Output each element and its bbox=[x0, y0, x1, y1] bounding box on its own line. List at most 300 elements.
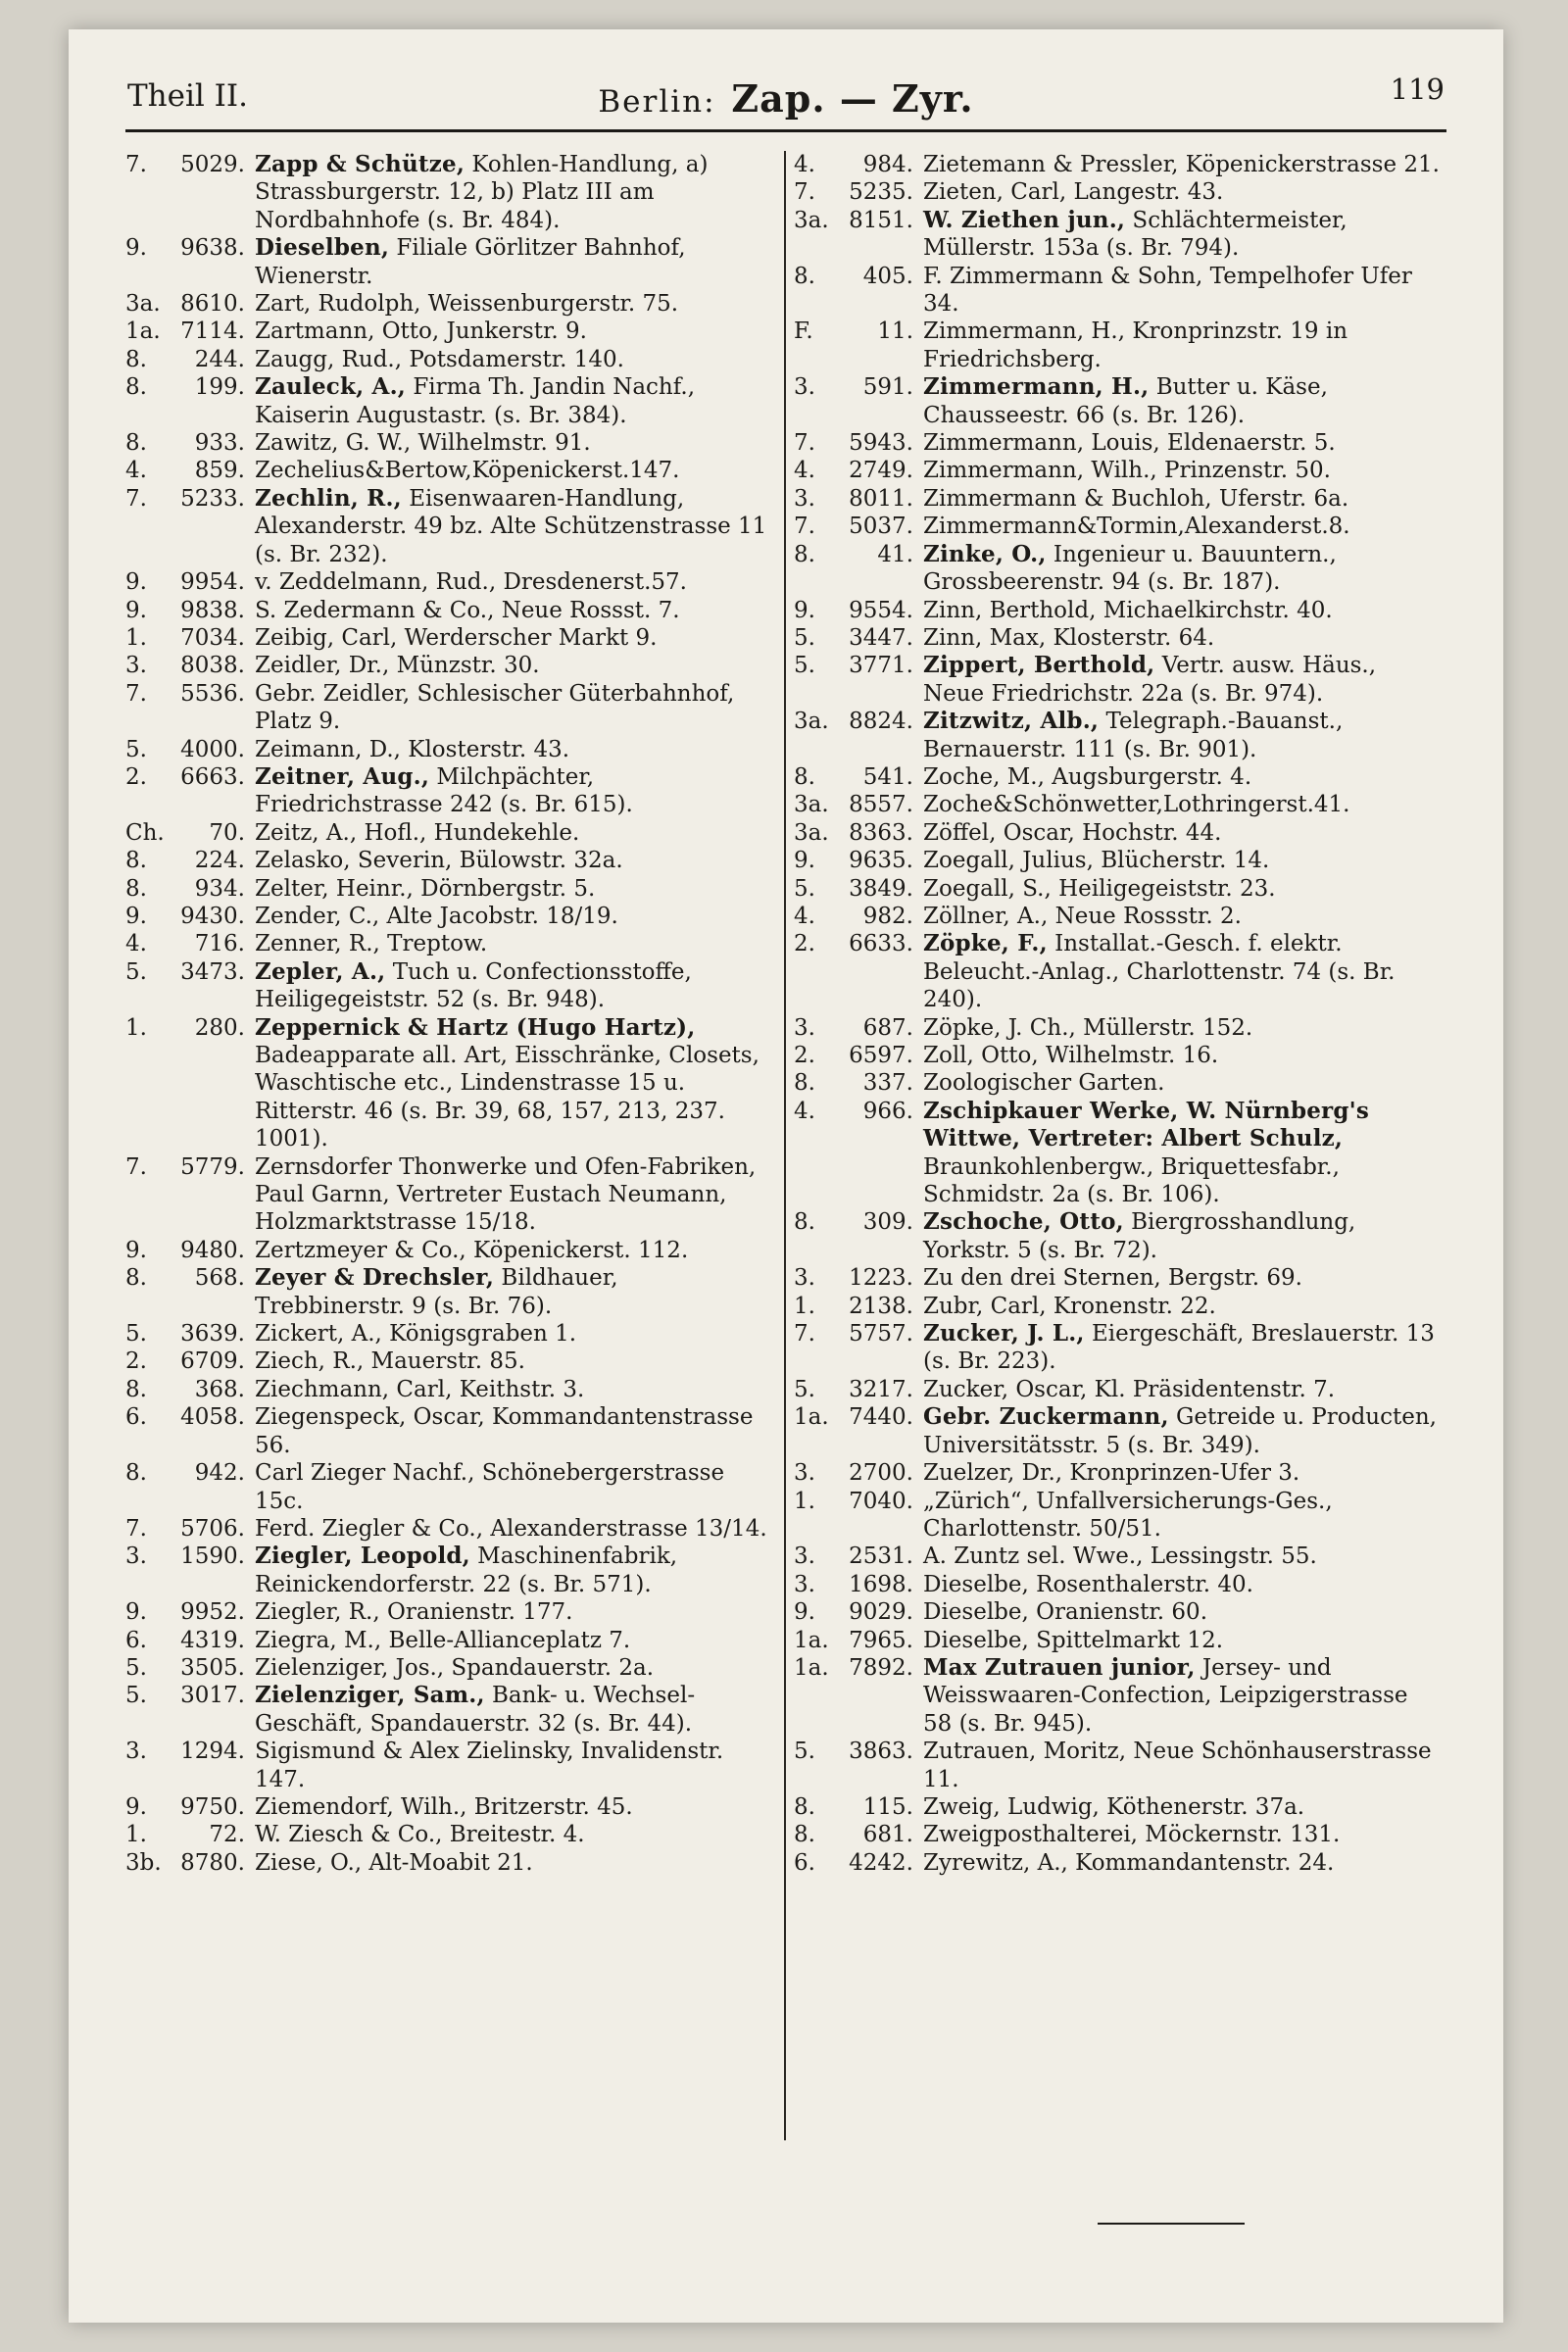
district-code: 2. bbox=[794, 1043, 815, 1068]
entry-text bbox=[923, 429, 1446, 457]
entry-details: Eisenwaaren-Handlung, Alexanderstr. 49 bz. Alte Schützenstrasse 11 (s. Br. 232). bbox=[255, 485, 767, 567]
district-code: 5. bbox=[794, 1376, 815, 1402]
district-code: 4. bbox=[794, 152, 815, 177]
directory-entry bbox=[125, 1320, 778, 1348]
entry-details: Zucker, Oscar, Kl. Präsidentenstr. 7. bbox=[923, 1376, 1336, 1402]
directory-entry bbox=[125, 151, 778, 234]
phone-number: 5779. bbox=[180, 1153, 245, 1180]
district-code: 5. bbox=[125, 736, 147, 762]
district-code: 7. bbox=[794, 1321, 815, 1348]
district-code: 3. bbox=[794, 1571, 815, 1597]
entry-name-bold: Gebr. Zuckermann, bbox=[923, 1403, 1169, 1431]
entry-details: Maschinenfabrik, Reinickendorferstr. 22 (s. Br. 571). bbox=[255, 1544, 678, 1597]
directory-entry bbox=[794, 485, 1446, 513]
entry-name-bold: Zschipkauer Werke, W. Nürnberg's Wittwe, Vertreter: Albert Schulz, bbox=[923, 1097, 1370, 1152]
entry-details: Jersey- und Weisswaaren-Confection, Leipzigerstrasse 58 (s. Br. 945). bbox=[923, 1654, 1408, 1737]
entry-text bbox=[923, 1627, 1446, 1654]
directory-entry bbox=[794, 373, 1446, 429]
entry-text bbox=[255, 1376, 778, 1403]
phone-number: 9480. bbox=[180, 1237, 245, 1263]
phone-number: 5757. bbox=[849, 1321, 913, 1348]
section-label: Theil II. bbox=[127, 78, 249, 114]
entry-name-bold: W. Ziethen jun., bbox=[923, 206, 1126, 233]
entry-details: Telegraph.-Bauanst., Bernauerstr. 111 (s. Br. 901). bbox=[923, 709, 1344, 762]
entry-details: Zimmermann, Wilh., Prinzenstr. 50. bbox=[923, 458, 1331, 484]
directory-entry bbox=[794, 875, 1446, 903]
phone-number: 9750. bbox=[180, 1793, 245, 1820]
directory-entry bbox=[125, 1821, 778, 1848]
directory-entry bbox=[794, 791, 1446, 818]
district-code: 9. bbox=[125, 1793, 147, 1820]
directory-entry bbox=[125, 1264, 778, 1320]
entry-text bbox=[923, 1571, 1446, 1598]
entry-details: Zoegall, Julius, Blücherstr. 14. bbox=[923, 848, 1270, 874]
phone-number: 8363. bbox=[849, 819, 913, 846]
entry-text bbox=[255, 1515, 778, 1543]
district-code: 4. bbox=[794, 1098, 815, 1124]
directory-entry bbox=[794, 151, 1446, 178]
entry-text bbox=[923, 373, 1446, 429]
phone-number: 8151. bbox=[849, 207, 913, 233]
phone-number: 6633. bbox=[849, 931, 913, 957]
entry-details: Getreide u. Producten, Universitätsstr. 5 (s. Br. 349). bbox=[923, 1404, 1437, 1458]
directory-entry bbox=[794, 1793, 1446, 1821]
district-code: 5. bbox=[794, 875, 815, 902]
phone-number: 115. bbox=[862, 1793, 913, 1820]
entry-text bbox=[255, 680, 778, 736]
entry-text bbox=[255, 652, 778, 679]
district-code: 9. bbox=[794, 1599, 815, 1626]
phone-number: 5536. bbox=[180, 680, 245, 707]
district-code: 3a. bbox=[794, 207, 829, 233]
phone-number: 41. bbox=[877, 541, 913, 567]
directory-entry bbox=[794, 1543, 1446, 1570]
entry-details: Zietemann & Pressler, Köpenickerstrasse 21. bbox=[923, 152, 1440, 177]
district-code: 5. bbox=[125, 1654, 147, 1681]
directory-entry bbox=[794, 847, 1446, 874]
directory-entry bbox=[125, 1654, 778, 1682]
phone-number: 8557. bbox=[849, 792, 913, 818]
entry-details: Zimmermann, H., Kronprinzstr. 19 in Friedrichsberg. bbox=[923, 318, 1348, 372]
directory-entry bbox=[794, 1821, 1446, 1848]
district-code: 8. bbox=[794, 1822, 815, 1848]
directory-entry bbox=[794, 513, 1446, 540]
directory-entry bbox=[794, 541, 1446, 597]
directory-entry bbox=[125, 1237, 778, 1264]
district-code: 3. bbox=[794, 1014, 815, 1041]
entry-details: W. Ziesch & Co., Breitestr. 4. bbox=[255, 1822, 585, 1848]
district-code: 7. bbox=[125, 1153, 147, 1180]
entry-details: Zender, C., Alte Jacobstr. 18/19. bbox=[255, 903, 618, 929]
district-code: 3a. bbox=[125, 291, 161, 318]
phone-number: 1590. bbox=[180, 1544, 245, 1570]
directory-entry bbox=[125, 346, 778, 373]
entry-text bbox=[923, 1320, 1446, 1376]
left-column bbox=[125, 151, 778, 1877]
district-code: Ch. bbox=[125, 819, 165, 846]
entry-text bbox=[255, 457, 778, 484]
district-code: 6. bbox=[125, 1627, 147, 1653]
phone-number: 3505. bbox=[180, 1654, 245, 1681]
phone-number: 3849. bbox=[849, 875, 913, 902]
phone-number: 716. bbox=[194, 931, 245, 957]
directory-entry bbox=[125, 652, 778, 679]
district-code: 1. bbox=[794, 1293, 815, 1319]
entry-details: Zinn, Max, Klosterstr. 64. bbox=[923, 624, 1215, 651]
directory-entry bbox=[125, 1738, 778, 1793]
directory-entry bbox=[125, 318, 778, 345]
directory-entry bbox=[794, 318, 1446, 373]
district-code: 3. bbox=[794, 1265, 815, 1292]
phone-number: 966. bbox=[862, 1098, 913, 1124]
district-code: 3. bbox=[125, 653, 147, 679]
entry-name-bold: Zippert, Berthold, bbox=[923, 652, 1155, 679]
entry-name-bold: Zitzwitz, Alb., bbox=[923, 708, 1100, 735]
entry-text bbox=[255, 597, 778, 624]
entry-text bbox=[255, 763, 778, 819]
entry-name-bold: Zinke, O., bbox=[923, 540, 1047, 567]
phone-number: 9554. bbox=[849, 597, 913, 623]
phone-number: 9029. bbox=[849, 1599, 913, 1626]
district-code: 3. bbox=[794, 485, 815, 512]
directory-entry bbox=[125, 875, 778, 903]
district-code: 5. bbox=[794, 1739, 815, 1765]
entry-text bbox=[255, 234, 778, 290]
directory-entry bbox=[125, 624, 778, 652]
entry-details: Zoegall, S., Heiligegeiststr. 23. bbox=[923, 875, 1276, 902]
entry-details: Ziegra, M., Belle-Allianceplatz 7. bbox=[255, 1627, 631, 1653]
entry-text bbox=[255, 847, 778, 874]
directory-entry bbox=[794, 1376, 1446, 1403]
district-code: 1a. bbox=[125, 318, 161, 345]
entry-details: Zawitz, G. W., Wilhelmstr. 91. bbox=[255, 430, 591, 457]
entry-text bbox=[923, 1849, 1446, 1877]
phone-number: 7965. bbox=[849, 1627, 913, 1653]
district-code: 7. bbox=[125, 1515, 147, 1542]
entry-text bbox=[923, 1403, 1446, 1459]
entry-text bbox=[255, 151, 778, 234]
directory-entry bbox=[794, 263, 1446, 318]
phone-number: 3217. bbox=[849, 1376, 913, 1402]
entry-details: Bildhauer, Trebbinerstr. 9 (s. Br. 76). bbox=[255, 1265, 618, 1319]
directory-entry bbox=[794, 178, 1446, 206]
district-code: 7. bbox=[794, 179, 815, 206]
entry-text bbox=[923, 1488, 1446, 1544]
phone-number: 591. bbox=[862, 374, 913, 401]
entry-details: Zelter, Heinr., Dörnbergstr. 5. bbox=[255, 875, 596, 902]
directory-entry bbox=[794, 652, 1446, 708]
entry-text bbox=[255, 930, 778, 957]
entry-name-bold: Zepler, A., bbox=[255, 957, 386, 985]
entry-text bbox=[923, 513, 1446, 540]
entry-name-bold: Max Zutrauen junior, bbox=[923, 1653, 1196, 1681]
header-rule bbox=[125, 129, 1446, 132]
directory-entry bbox=[125, 736, 778, 763]
entry-text bbox=[255, 568, 778, 596]
district-code: 5. bbox=[794, 653, 815, 679]
entry-text bbox=[923, 1208, 1446, 1264]
directory-entry bbox=[125, 1376, 778, 1403]
entry-details: Badeapparate all. Art, Eisschränke, Closets, Waschtische etc., Lindenstrasse 15 u. Ritterstr. 46 (s. Br. 39, 68, 157, 213, 237. 1001). bbox=[255, 1043, 760, 1152]
phone-number: 309. bbox=[862, 1209, 913, 1236]
district-code: 8. bbox=[125, 430, 147, 457]
entry-details: Milchpächter, Friedrichstrasse 242 (s. Br. 615). bbox=[255, 763, 633, 818]
entry-name-bold: Zauleck, A., bbox=[255, 373, 407, 401]
entry-text bbox=[923, 1821, 1446, 1848]
entry-name-bold: Ziegler, Leopold, bbox=[255, 1543, 470, 1570]
phone-number: 9838. bbox=[180, 597, 245, 623]
entry-details: Zimmermann, Louis, Eldenaerstr. 5. bbox=[923, 430, 1336, 457]
entry-details: Zu den drei Sternen, Bergstr. 69. bbox=[923, 1265, 1302, 1292]
entry-details: Zöpke, J. Ch., Müllerstr. 152. bbox=[923, 1014, 1253, 1041]
directory-entry bbox=[794, 930, 1446, 1013]
district-code: 4. bbox=[794, 903, 815, 929]
phone-number: 687. bbox=[862, 1014, 913, 1041]
directory-entry bbox=[794, 1459, 1446, 1487]
phone-number: 3473. bbox=[180, 958, 245, 985]
phone-number: 2531. bbox=[849, 1544, 913, 1570]
phone-number: 681. bbox=[862, 1822, 913, 1848]
phone-number: 2749. bbox=[849, 458, 913, 484]
district-code: 7. bbox=[125, 152, 147, 177]
entry-text bbox=[255, 373, 778, 429]
phone-number: 6709. bbox=[180, 1348, 245, 1375]
phone-number: 405. bbox=[862, 263, 913, 289]
directory-entry bbox=[125, 485, 778, 568]
entry-details: Installat.-Gesch. f. elektr. Beleucht.-Anlag., Charlottenstr. 74 (s. Br. 240). bbox=[923, 931, 1396, 1013]
district-code: 8. bbox=[125, 374, 147, 401]
district-code: 9. bbox=[794, 848, 815, 874]
phone-number: 7040. bbox=[849, 1488, 913, 1514]
entry-text bbox=[923, 1293, 1446, 1320]
phone-number: 3863. bbox=[849, 1739, 913, 1765]
phone-number: 3771. bbox=[849, 653, 913, 679]
entry-text bbox=[923, 763, 1446, 791]
phone-number: 4319. bbox=[180, 1627, 245, 1653]
entry-details: Braunkohlenbergw., Briquettesfabr., Schmidstr. 2a (s. Br. 106). bbox=[923, 1153, 1340, 1208]
entry-details: Dieselbe, Oranienstr. 60. bbox=[923, 1599, 1208, 1626]
district-code: F. bbox=[794, 318, 813, 345]
phone-number: 5029. bbox=[180, 152, 245, 177]
entry-text bbox=[255, 429, 778, 457]
city-label: Berlin: bbox=[598, 84, 716, 120]
directory-entry bbox=[794, 1627, 1446, 1654]
entry-text bbox=[255, 1598, 778, 1626]
district-code: 8. bbox=[125, 1460, 147, 1487]
district-code: 5. bbox=[125, 1321, 147, 1348]
district-code: 1. bbox=[794, 1488, 815, 1514]
entry-text bbox=[255, 1153, 778, 1237]
directory-entry bbox=[125, 568, 778, 596]
directory-entry bbox=[125, 457, 778, 484]
directory-entry bbox=[125, 847, 778, 874]
phone-number: 859. bbox=[194, 458, 245, 484]
phone-number: 8038. bbox=[180, 653, 245, 679]
district-code: 2. bbox=[125, 763, 147, 790]
directory-entry bbox=[125, 290, 778, 318]
directory-entry bbox=[125, 1403, 778, 1459]
entry-details: S. Zedermann & Co., Neue Rossst. 7. bbox=[255, 597, 680, 623]
district-code: 4. bbox=[125, 458, 147, 484]
phone-number: 4242. bbox=[849, 1849, 913, 1876]
phone-number: 3017. bbox=[180, 1683, 245, 1709]
phone-number: 11. bbox=[877, 318, 913, 345]
directory-entry bbox=[794, 1598, 1446, 1626]
entry-text bbox=[923, 151, 1446, 178]
entry-details: Zubr, Carl, Kronenstr. 22. bbox=[923, 1293, 1216, 1319]
district-code: 1. bbox=[125, 1014, 147, 1041]
entry-details: Kohlen-Handlung, a) Strassburgerstr. 12, b) Platz III am Nordbahnhofe (s. Br. 484). bbox=[255, 152, 709, 233]
entry-details: Ingenieur u. Bauuntern., Grossbeerenstr. 94 (s. Br. 187). bbox=[923, 541, 1337, 596]
district-code: 7. bbox=[125, 485, 147, 512]
directory-entry bbox=[794, 1069, 1446, 1097]
phone-number: 8824. bbox=[849, 709, 913, 735]
entry-text bbox=[923, 597, 1446, 624]
district-code: 3. bbox=[794, 1460, 815, 1487]
entry-text bbox=[255, 1627, 778, 1654]
entry-text bbox=[255, 1543, 778, 1598]
entry-text bbox=[255, 903, 778, 930]
entry-details: Zuelzer, Dr., Kronprinzen-Ufer 3. bbox=[923, 1460, 1300, 1487]
district-code: 8. bbox=[794, 263, 815, 289]
district-code: 8. bbox=[794, 1209, 815, 1236]
phone-number: 541. bbox=[862, 763, 913, 790]
entry-details: Eiergeschäft, Breslauerstr. 13 (s. Br. 223). bbox=[923, 1321, 1435, 1375]
district-code: 1. bbox=[125, 624, 147, 651]
entry-details: Ziese, O., Alt-Moabit 21. bbox=[255, 1849, 533, 1876]
phone-number: 280. bbox=[194, 1014, 245, 1041]
entry-details: Zoche, M., Augsburgerstr. 4. bbox=[923, 763, 1252, 790]
directory-entry bbox=[794, 903, 1446, 930]
entry-text bbox=[923, 178, 1446, 206]
entry-text bbox=[255, 819, 778, 847]
phone-number: 5235. bbox=[849, 179, 913, 206]
directory-entry bbox=[794, 1320, 1446, 1376]
district-code: 8. bbox=[125, 848, 147, 874]
phone-number: 933. bbox=[194, 430, 245, 457]
entry-name-bold: Zeitner, Aug., bbox=[255, 762, 430, 790]
phone-number: 2138. bbox=[849, 1293, 913, 1319]
entry-text bbox=[923, 541, 1446, 597]
entry-text bbox=[923, 1598, 1446, 1626]
directory-entry bbox=[794, 1098, 1446, 1209]
phone-number: 337. bbox=[862, 1070, 913, 1097]
directory-entry bbox=[125, 958, 778, 1014]
entry-text bbox=[255, 958, 778, 1014]
district-code: 7. bbox=[125, 680, 147, 707]
directory-page bbox=[69, 29, 1503, 2323]
district-code: 6. bbox=[125, 1404, 147, 1431]
entry-name-bold: Zeyer & Drechsler, bbox=[255, 1264, 495, 1292]
directory-entry bbox=[794, 1042, 1446, 1069]
directory-entry bbox=[125, 819, 778, 847]
entry-text bbox=[255, 1654, 778, 1682]
phone-number: 1698. bbox=[849, 1571, 913, 1597]
entry-text bbox=[255, 1014, 778, 1153]
entry-details: Vertr. ausw. Häus., Neue Friedrichstr. 22a (s. Br. 974). bbox=[923, 653, 1377, 707]
entry-details: Zechelius&Bertow,Köpenickerst.147. bbox=[255, 458, 680, 484]
entry-name-bold: Zapp & Schütze, bbox=[255, 151, 466, 177]
entry-details: Ziechmann, Carl, Keithstr. 3. bbox=[255, 1376, 585, 1402]
entry-text bbox=[255, 624, 778, 652]
entry-name-bold: Zeppernick & Hartz (Hugo Hartz), bbox=[255, 1013, 696, 1041]
entry-text bbox=[923, 791, 1446, 818]
phone-number: 9430. bbox=[180, 903, 245, 929]
entry-details: Ziemendorf, Wilh., Britzerstr. 45. bbox=[255, 1793, 633, 1820]
phone-number: 1223. bbox=[849, 1265, 913, 1292]
directory-entry bbox=[125, 1598, 778, 1626]
directory-entry bbox=[125, 373, 778, 429]
entry-details: v. Zeddelmann, Rud., Dresdenerst.57. bbox=[255, 569, 687, 596]
phone-number: 568. bbox=[194, 1265, 245, 1292]
column-divider bbox=[784, 151, 786, 2140]
phone-number: 4000. bbox=[180, 736, 245, 762]
entry-details: Filiale Görlitzer Bahnhof, Wienerstr. bbox=[255, 235, 686, 289]
district-code: 8. bbox=[794, 1793, 815, 1820]
directory-entry bbox=[125, 1793, 778, 1821]
entry-details: Dieselbe, Spittelmarkt 12. bbox=[923, 1627, 1224, 1653]
phone-number: 8780. bbox=[180, 1849, 245, 1876]
entry-details: Zelasko, Severin, Bülowstr. 32a. bbox=[255, 848, 623, 874]
entry-details: Zeidler, Dr., Münzstr. 30. bbox=[255, 653, 540, 679]
entry-text bbox=[923, 485, 1446, 513]
phone-number: 982. bbox=[862, 903, 913, 929]
district-code: 1a. bbox=[794, 1654, 829, 1681]
phone-number: 368. bbox=[194, 1376, 245, 1402]
entry-details: Zartmann, Otto, Junkerstr. 9. bbox=[255, 318, 587, 345]
district-code: 8. bbox=[125, 346, 147, 372]
entry-details: Tuch u. Confectionsstoffe, Heiligegeiststr. 52 (s. Br. 948). bbox=[255, 958, 692, 1013]
directory-entry bbox=[794, 1264, 1446, 1292]
directory-entry bbox=[125, 763, 778, 819]
entry-name-bold: Dieselben, bbox=[255, 234, 390, 262]
phone-number: 5233. bbox=[180, 485, 245, 512]
entry-text bbox=[923, 1738, 1446, 1793]
district-code: 5. bbox=[794, 624, 815, 651]
end-rule bbox=[1098, 2223, 1245, 2225]
phone-number: 7892. bbox=[849, 1654, 913, 1681]
entry-text bbox=[255, 1738, 778, 1793]
directory-entry bbox=[125, 903, 778, 930]
entry-details: Zöllner, A., Neue Rossstr. 2. bbox=[923, 903, 1242, 929]
district-code: 6. bbox=[794, 1849, 815, 1876]
district-code: 2. bbox=[794, 931, 815, 957]
district-code: 1. bbox=[125, 1822, 147, 1848]
district-code: 3b. bbox=[125, 1849, 162, 1876]
district-code: 8. bbox=[125, 1376, 147, 1402]
entry-details: F. Zimmermann & Sohn, Tempelhofer Ufer 34. bbox=[923, 263, 1412, 318]
district-code: 2. bbox=[125, 1348, 147, 1375]
phone-number: 244. bbox=[194, 346, 245, 372]
phone-number: 3639. bbox=[180, 1321, 245, 1348]
district-code: 4. bbox=[794, 458, 815, 484]
phone-number: 72. bbox=[209, 1822, 245, 1848]
directory-entry bbox=[125, 1014, 778, 1153]
entry-details: Butter u. Käse, Chausseestr. 66 (s. Br. 126). bbox=[923, 374, 1328, 428]
entry-details: Zaugg, Rud., Potsdamerstr. 140. bbox=[255, 346, 624, 372]
phone-number: 7034. bbox=[180, 624, 245, 651]
right-column bbox=[794, 151, 1446, 1877]
directory-entry bbox=[794, 708, 1446, 763]
entry-details: Bank- u. Wechsel-Geschäft, Spandauerstr. 32 (s. Br. 44). bbox=[255, 1683, 696, 1737]
directory-entry bbox=[794, 1571, 1446, 1598]
phone-number: 7114. bbox=[180, 318, 245, 345]
entry-text bbox=[255, 346, 778, 373]
district-code: 7. bbox=[794, 514, 815, 540]
entry-text bbox=[923, 318, 1446, 373]
entry-details: Schlächtermeister, Müllerstr. 153a (s. Br. 794). bbox=[923, 207, 1348, 262]
phone-number: 2700. bbox=[849, 1460, 913, 1487]
